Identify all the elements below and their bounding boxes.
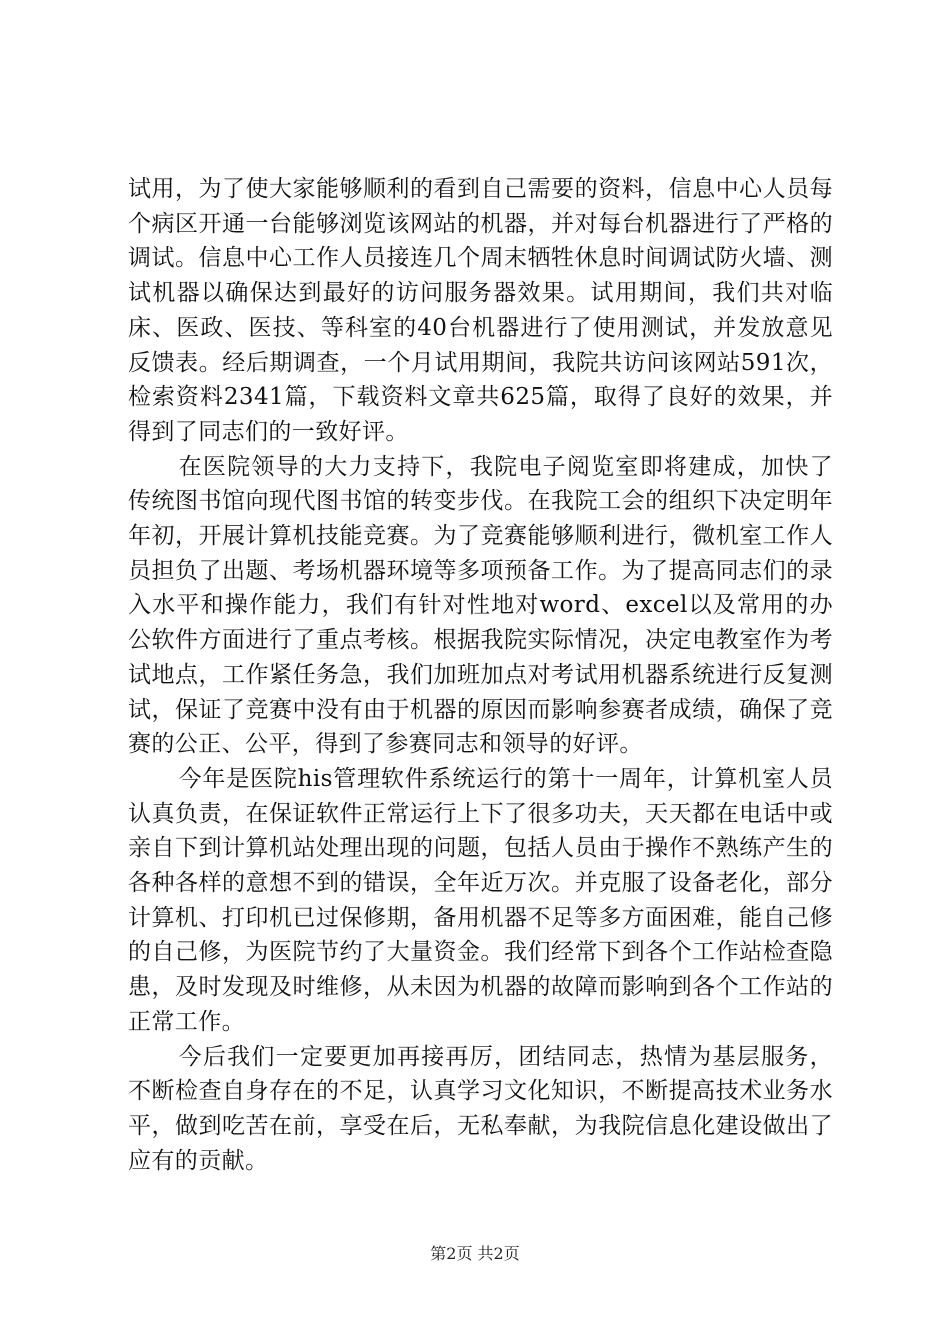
paragraph-3: 今年是医院his管理软件系统运行的第十一周年，计算机室人员认真负责，在保证软件正常运行上下了很多功夫，天天都在电话中或亲自下到计算机站处理出现的问题，包括人员由于操作不熟练产生的各种各样的意想不到的错误，全年近万次。并克服了设备老化，部分计算机、打印机已过保修期，备用机器不足等多方面困难，能自己修的自己修，为医院节约了大量资金。我们经常下到各个工作站检查隐患，及时发现及时维修，从未因为机器的故障而影响到各个工作站的正常工作。 <box>128 765 833 1035</box>
page-number-label: 第2页 共2页 <box>430 1244 520 1263</box>
paragraph-1: 试用，为了使大家能够顺利的看到自己需要的资料，信息中心人员每个病区开通一台能够浏览该网站的机器，并对每台机器进行了严格的调试。信息中心工作人员接连几个周末牺牲休息时间调试防火墙、测试机器以确保达到最好的访问服务器效果。试用期间，我们共对临床、医政、医技、等科室的40台机器进行了使用测试，并发放意见反馈表。经后期调查，一个月试用期间，我院共访问该网站591次，检索资料2341篇，下载资料文章共625篇，取得了良好的效果，并得到了同志们的一致好评。 <box>128 176 833 445</box>
paragraph-2: 在医院领导的大力支持下，我院电子阅览室即将建成，加快了传统图书馆向现代图书馆的转变步伐。在我院工会的组织下决定明年年初，开展计算机技能竞赛。为了竞赛能够顺利进行，微机室工作人员担负了出题、考场机器环境等多项预备工作。为了提高同志们的录入水平和操作能力，我们有针对性地对word、excel以及常用的办公软件方面进行了重点考核。根据我院实际情况，决定电教室作为考试地点，工作紧任务急，我们加班加点对考试用机器系统进行反复测试，保证了竞赛中没有由于机器的原因而影响参赛者成绩，确保了竞赛的公正、公平，得到了参赛同志和领导的好评。 <box>128 453 833 758</box>
document-body <box>128 172 833 1178</box>
paragraph-4: 今后我们一定要更加再接再厉，团结同志，热情为基层服务，不断检查自身存在的不足，认真学习文化知识，不断提高技术业务水平，做到吃苦在前，享受在后，无私奉献，为我院信息化建设做出了应有的贡献。 <box>128 1043 833 1174</box>
page-footer <box>0 1244 950 1264</box>
